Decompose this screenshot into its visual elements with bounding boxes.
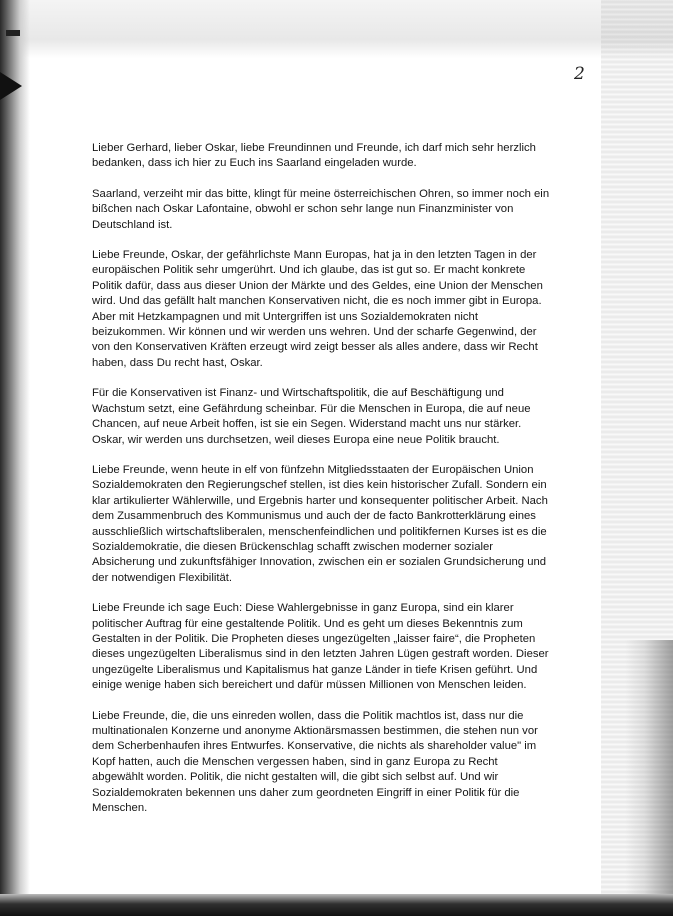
letter-body xyxy=(92,141,552,831)
paragraph-saarland: Saarland, verzeiht mir das bitte, klingt für meine österreichischen Ohren, so immer noch ein bißchen nach Oskar Lafontaine, obwohl er schon sehr lange nun Finanzminister von Deutschland ist. xyxy=(92,187,550,231)
scan-mark xyxy=(6,30,20,36)
paragraph-wahlergebnisse: Liebe Freunde ich sage Euch: Diese Wahlergebnisse in ganz Europa, sind ein klarer politischer Auftrag für eine gestaltende Politik. Und es geht um dieses Bekenntnis zum Gestalten in der Politik. Die Propheten dieses ungezügelten „laisser faire“, die Propheten dieses ungezügelten Liberalismus sind in den letzten Jahren Lügen gestraft worden. Dieser ungezügelte Liberalismus und Kapitalismus hat ganze Länder in tiefe Krisen geführt. Und einige wenige haben sich bereichert und dafür müssen Millionen von Menschen leiden. xyxy=(92,602,549,692)
paragraph-greeting: Lieber Gerhard, lieber Oskar, liebe Freundinnen und Freunde, ich darf mich sehr herzlich bedanken, dass ich hier zu Euch ins Saarland eingeladen wurde. xyxy=(92,142,536,170)
scan-left-shadow xyxy=(0,0,30,916)
scan-bottom-bar xyxy=(0,894,673,916)
page-number: 2 xyxy=(574,64,585,84)
paragraph-politik: Liebe Freunde, die, die uns einreden wollen, dass die Politik machtlos ist, dass nur die multinationalen Konzerne und anonyme Aktionärsmassen bestimmen, die stehen nun vor dem Scherbenhaufen ihres Entwurfes. Konservative, die nichts als shareholder value" im Kopf hatten, auch die Menschen vergessen haben, sind in ganz Europa zu Recht abgewählt worden. Politik, die nicht gestalten will, die gibt sich selbst auf. Und wir Sozialdemokraten bekennen uns daher zum geordneten Eingriff in einer Politik für die Menschen. xyxy=(92,709,538,815)
scan-right-dark xyxy=(625,640,673,916)
paragraph-mitgliedsstaaten: Liebe Freunde, wenn heute in elf von fünfzehn Mitgliedsstaaten der Europäischen Union Sozialdemokraten den Regierungschef stellen, ist dies kein historischer Zufall. Sondern ein klar artikulierter Wählerwille, und Ergebnis harter und konsequenter politischer Arbeit. Nach dem Zusammenbruch des Kommunismus und auch der de facto Bankrotterklärung eines ausschließlich wirtschaftsliberalen, menschenfeindlichen und politikfernen Kurses ist es die Sozialdemokratie, die diesen Brückenschlag schafft zwischen moderner sozialer Absicherung und zukunftsfähiger Innovation, zwischen ein er sozialen Grundsicherung und der notwendigen Flexibilität. xyxy=(92,463,548,584)
paragraph-oskar: Liebe Freunde, Oskar, der gefährlichste Mann Europas, hat ja in den letzten Tagen in der europäischen Politik sehr umgerührt. Und ich glaube, das ist gut so. Er macht konkrete Politik dafür, dass aus dieser Union der Märkte und des Geldes, eine Union der Menschen wird. Und das gefällt halt manchen Konservativen nicht, die es noch immer gibt in Europa. Aber mit Hetzkampagnen und mit Untergriffen ist uns Sozialdemokraten nicht beizukommen. Wir können und wir werden uns wehren. Und der scharfe Gegenwind, der von den Konservativen Kräften erzeugt wird zeigt besser als alles andere, dass wir Recht haben, dass Du recht hast, Oskar. xyxy=(92,249,543,369)
paragraph-konservative: Für die Konservativen ist Finanz- und Wirtschaftspolitik, die auf Beschäftigung und Wachstum setzt, eine Gefährdung scheinbar. Für die Menschen in Europa, die auf neue Chancen, auf neue Arbeit hoffen, ist sie ein Segen. Widerstand macht uns nur stärker. Oskar, wir werden uns durchsetzen, weil dieses Europa eine neue Politik braucht. xyxy=(92,387,531,446)
scan-notch xyxy=(0,72,22,100)
scan-top-strip xyxy=(0,0,673,58)
